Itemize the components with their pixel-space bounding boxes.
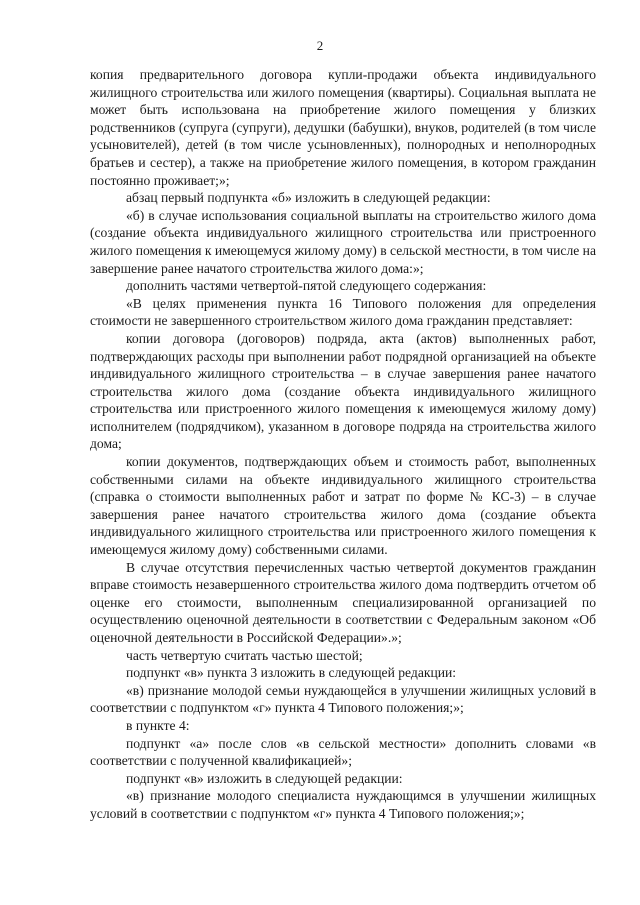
paragraph: в пункте 4: bbox=[126, 717, 190, 733]
paragraph: копии договора (договоров) подряда, акта (актов) выполненных работ, подтверждающих расходы при выполнении работ подрядной организацией на объекте индивидуального жилищного строительства – в случае завершения ранее начатого строительства жилого дома (создание объекта индивидуального жилищного строительства или пристроенного жилого помещения к имеющемуся жилому дому) исполнителем (подрядчиком), указанном в договоре подряда на строительства жилого дома; bbox=[90, 330, 596, 452]
paragraph: часть четвертую считать частью шестой; bbox=[126, 647, 363, 663]
paragraph: «в) признание молодого специалиста нуждающимся в улучшении жилищных условий в соответствии с подпунктом «г» пункта 4 Типового положения;»; bbox=[90, 788, 596, 821]
paragraph: В случае отсутствия перечисленных частью четвертой документов гражданин вправе стоимость незавершенного строительства жилого дома подтвердить отчетом об оценке его стоимости, выполненным специализированной организацией по осуществлению оценочной деятельности в соответствии с Федеральным законом «Об оценочной деятельности в Российской Федерации».»; bbox=[90, 559, 596, 645]
paragraph: подпункт «а» после слов «в сельской местности» дополнить словами «в соответствии с полученной квалификацией»; bbox=[90, 735, 596, 769]
page-number: 2 bbox=[316, 38, 324, 53]
paragraph: подпункт «в» пункта 3 изложить в следующей редакции: bbox=[126, 665, 457, 681]
paragraph: абзац первый подпункта «б» изложить в следующей редакции: bbox=[126, 190, 491, 206]
paragraph: копии документов, подтверждающих объем и стоимость работ, выполненных собственными силами на объекте индивидуального жилищного строительства (справка о стоимости выполненных работ и затрат по форме № КС-3) – в случае завершения ранее начатого строительства жилого дома (создание объекта индивидуального жилищного строительства или пристроенного жилого помещения к имеющемуся жилому дому) собственными силами. bbox=[90, 454, 596, 558]
paragraph: копия предварительного договора купли-продажи объекта индивидуального жилищного строительства или жилого помещения (квартиры). Социальная выплата не может быть использована на приобретение жилого помещения у близких родственников (супруга (супруги), дедушки (бабушки), внуков, родителей (в том числе усыновителей), детей (в том числе усыновленных), полнородных и неполнородных братьев и сестер), а также на приобретение жилого помещения, в котором гражданин постоянно проживает;»; bbox=[90, 67, 596, 188]
paragraph: «В целях применения пункта 16 Типового положения для определения стоимости не завершенного строительством жилого дома гражданин представляет: bbox=[90, 295, 596, 329]
document-body bbox=[90, 66, 596, 823]
paragraph: дополнить частями четвертой-пятой следующего содержания: bbox=[126, 278, 487, 294]
paragraph: «в) признание молодой семьи нуждающейся в улучшении жилищных условий в соответствии с подпунктом «г» пункта 4 Типового положения;»; bbox=[90, 682, 596, 716]
paragraph: «б) в случае использования социальной выплаты на строительство жилого дома (создание объекта индивидуального жилищного строительства или пристроенного жилого помещения к имеющемуся жилому дому) в сельской местности, в том числе на завершение ранее начатого строительства жилого дома:»; bbox=[90, 207, 596, 276]
paragraph: подпункт «в» изложить в следующей редакции: bbox=[126, 770, 403, 786]
